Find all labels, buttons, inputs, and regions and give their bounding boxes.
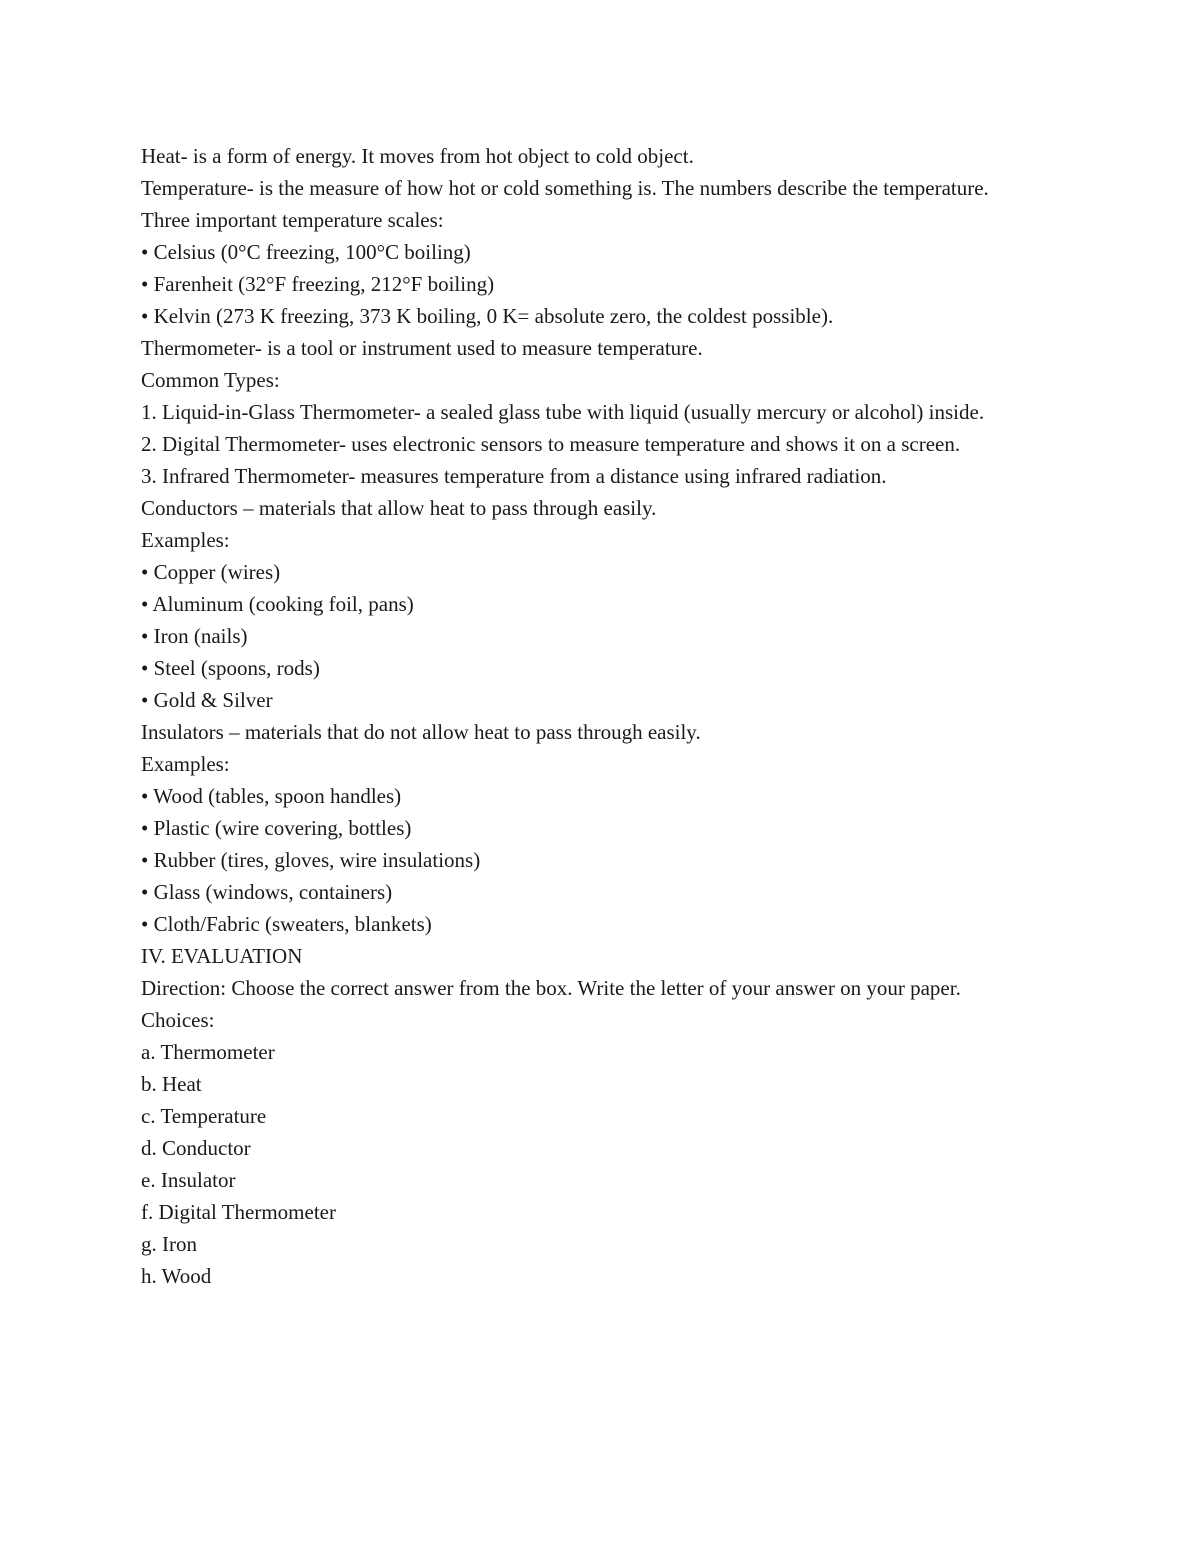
choice-b: b. Heat: [141, 1072, 202, 1096]
evaluation-direction: Direction: Choose the correct answer from the box. Write the letter of your answer on your paper.: [141, 976, 961, 1000]
type-item-liquid-in-glass: 1. Liquid-in-Glass Thermometer- a sealed glass tube with liquid (usually mercury or alcohol) inside.: [141, 400, 985, 424]
conductor-example-copper: • Copper (wires): [141, 560, 281, 584]
choice-h: h. Wood: [141, 1264, 212, 1288]
conductors-definition: Conductors – materials that allow heat to pass through easily.: [141, 496, 657, 520]
type-item-infrared: 3. Infrared Thermometer- measures temperature from a distance using infrared radiation.: [141, 464, 887, 488]
temperature-definition: Temperature- is the measure of how hot or cold something is. The numbers describe the temperature.: [141, 176, 989, 200]
insulator-example-rubber: • Rubber (tires, gloves, wire insulations): [141, 848, 481, 872]
insulators-definition: Insulators – materials that do not allow heat to pass through easily.: [141, 720, 701, 744]
insulator-example-wood: • Wood (tables, spoon handles): [141, 784, 402, 808]
evaluation-heading: IV. EVALUATION: [141, 944, 303, 968]
insulator-examples-heading: Examples:: [141, 752, 230, 776]
choice-a: a. Thermometer: [141, 1040, 275, 1064]
common-types-heading: Common Types:: [141, 368, 280, 392]
conductor-example-gold-silver: • Gold & Silver: [141, 688, 273, 712]
insulator-example-cloth: • Cloth/Fabric (sweaters, blankets): [141, 912, 432, 936]
conductor-examples-heading: Examples:: [141, 528, 230, 552]
scale-item-farenheit: • Farenheit (32°F freezing, 212°F boiling): [141, 272, 495, 296]
conductor-example-steel: • Steel (spoons, rods): [141, 656, 320, 680]
type-item-digital: 2. Digital Thermometer- uses electronic sensors to measure temperature and shows it on a screen.: [141, 432, 961, 456]
choice-c: c. Temperature: [141, 1104, 267, 1128]
scales-heading: Three important temperature scales:: [141, 208, 444, 232]
choice-f: f. Digital Thermometer: [141, 1200, 336, 1224]
insulator-example-glass: • Glass (windows, containers): [141, 880, 393, 904]
conductor-example-aluminum: • Aluminum (cooking foil, pans): [141, 592, 414, 616]
insulator-example-plastic: • Plastic (wire covering, bottles): [141, 816, 412, 840]
choice-d: d. Conductor: [141, 1136, 251, 1160]
choices-heading: Choices:: [141, 1008, 215, 1032]
document-body: [141, 143, 1041, 1295]
heat-definition: Heat- is a form of energy. It moves from hot object to cold object.: [141, 144, 694, 168]
scale-item-kelvin: • Kelvin (273 K freezing, 373 K boiling, 0 K= absolute zero, the coldest possible).: [141, 304, 834, 328]
choice-g: g. Iron: [141, 1232, 197, 1256]
conductor-example-iron: • Iron (nails): [141, 624, 248, 648]
thermometer-definition: Thermometer- is a tool or instrument used to measure temperature.: [141, 336, 703, 360]
scale-item-celsius: • Celsius (0°C freezing, 100°C boiling): [141, 240, 471, 264]
choice-e: e. Insulator: [141, 1168, 236, 1192]
